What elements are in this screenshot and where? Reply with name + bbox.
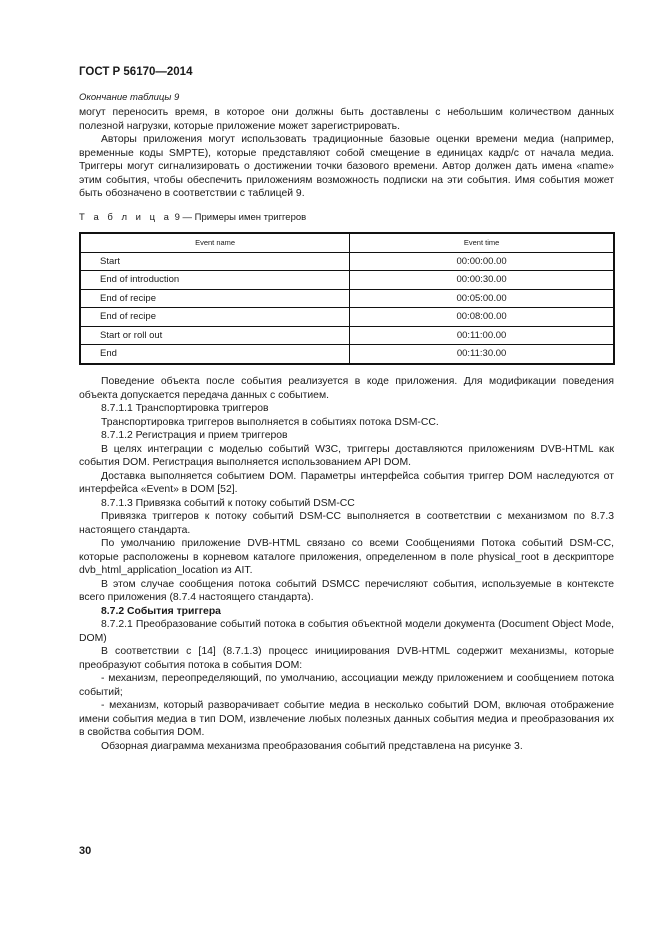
paragraph: Доставка выполняется событием DOM. Параметры интерфейса события триггер DOM наследуются от интерфейса «Event» в DOM [52]. [79, 470, 614, 495]
caption-label: Т а б л и ц а [79, 212, 172, 223]
document-header: ГОСТ Р 56170—2014 [79, 66, 193, 78]
event-name: End of recipe [80, 308, 350, 327]
section-heading: 8.7.1.3 Привязка событий к потоку событий DSM-CC [101, 497, 355, 509]
body-text [79, 375, 614, 753]
header-event-name: Event name [80, 233, 350, 252]
table-row [80, 289, 614, 308]
event-name: End of introduction [80, 271, 350, 290]
paragraph: По умолчанию приложение DVB-HTML связано со всеми Сообщениями Потока событий DSM-CC, которые расположены в корневом каталоге приложения, определенном в поле physical_root в дескрипторе dvb_html_application_location из AIT. [79, 538, 614, 576]
page-number: 30 [79, 845, 92, 857]
paragraph: В этом случае сообщения потока событий DSMCC перечисляют события, используемые в контексте всего приложения (8.7.4 настоящего стандарта). [79, 578, 614, 603]
paragraph: Авторы приложения могут использовать традиционные базовые оценки времени медиа (например, временные коды SMPTE), которые представляют собой смещение в единицах кадр/с от начала медиа. Триггеры могут сигнализировать о достижении точки базового времени. Автор должен дать имена «name» этим события, чтобы обеспечить приложениям возможность подписки на эти события. Имя события может быть обозначено в соответствии с таблицей 9. [79, 134, 614, 199]
paragraph: могут переносить время, в которое они должны быть доставлены с небольшим количеством данных полезной нагрузки, которые приложение может зарегистрировать. [79, 107, 614, 132]
event-time: 00:11:30.00 [350, 345, 614, 364]
list-item: - механизм, который разворачивает событие медиа в несколько событий DOM, включая отображение имени события медиа в тип DOM, извлечение любых полезных данных события медиа и преобразования их в свойства события DOM. [79, 700, 614, 738]
paragraph: Привязка триггеров к потоку событий DSM-CC выполняется в соответствии с механизмом по 8.7.3 настоящего стандарта. [79, 511, 614, 536]
caption-text: 9 — Примеры имен триггеров [174, 212, 307, 223]
event-name: Start [80, 252, 350, 271]
table-row [80, 252, 614, 271]
section-heading: 8.7.1.2 Регистрация и прием триггеров [101, 430, 288, 441]
event-name: End [80, 345, 350, 364]
table-header-row [80, 233, 614, 252]
table-row [80, 308, 614, 327]
table-caption [79, 212, 306, 223]
section-heading: 8.7.1.1 Транспортировка триггеров [101, 403, 269, 414]
table-row [80, 271, 614, 290]
event-time: 00:11:00.00 [350, 326, 614, 345]
section-heading-bold: 8.7.2 События триггера [101, 605, 221, 617]
paragraph: В соответствии с [14] (8.7.1.3) процесс инициирования DVB-HTML содержит механизмы, которые преобразуют события потока в события DOM: [79, 646, 614, 671]
table-continuation-label: Окончание таблицы 9 [79, 92, 180, 103]
event-name: Start or roll out [80, 326, 350, 345]
event-time: 00:05:00.00 [350, 289, 614, 308]
paragraph: Обзорная диаграмма механизма преобразования событий представлена на рисунке 3. [101, 740, 523, 752]
table-row [80, 345, 614, 364]
event-time: 00:00:30.00 [350, 271, 614, 290]
header-event-time: Event time [350, 233, 614, 252]
paragraph: В целях интеграции с моделью событий W3C, триггеры доставляются приложениям DVB-HTML как события DOM. Регистрация выполняется использованием API DOM. [79, 443, 614, 468]
table-row [80, 326, 614, 345]
event-name: End of recipe [80, 289, 350, 308]
paragraph: Транспортировка триггеров выполняется в событиях потока DSM-CC. [101, 416, 439, 428]
section-heading: 8.7.2.1 Преобразование событий потока в события объектной модели документа (Document Object Mode, DOM) [79, 619, 614, 644]
trigger-names-table [79, 232, 615, 365]
list-item: - механизм, переопределяющий, по умолчанию, ассоциации между приложением и сообщением потока событий; [79, 673, 614, 698]
intro-text [79, 106, 614, 201]
event-time: 00:00:00.00 [350, 252, 614, 271]
event-time: 00:08:00.00 [350, 308, 614, 327]
paragraph: Поведение объекта после события реализуется в коде приложения. Для модификации поведения объекта допускается передача данных с событием. [79, 376, 614, 401]
